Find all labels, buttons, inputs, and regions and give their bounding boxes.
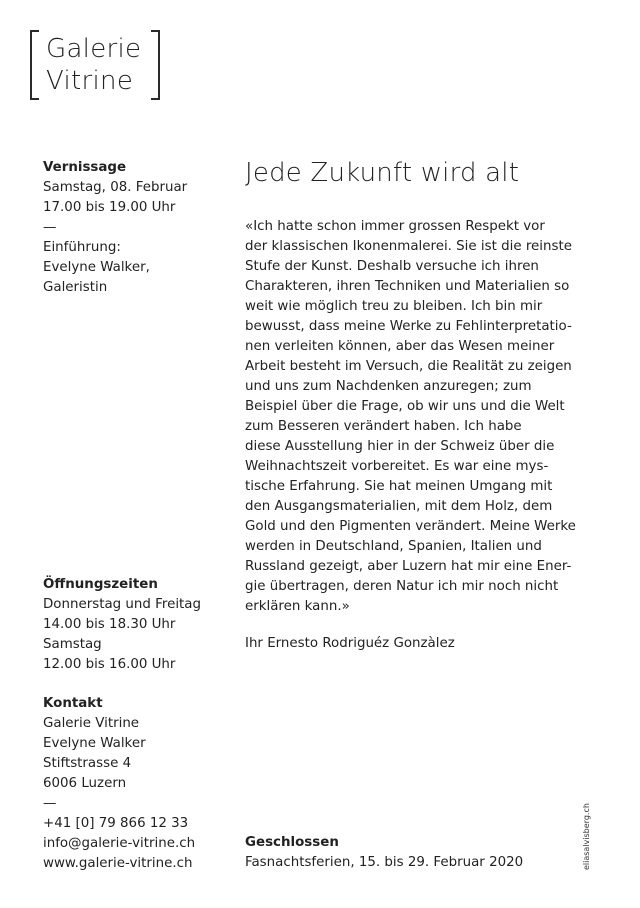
quote-line: und uns zum Nachdenken anzuregen; zum	[245, 379, 532, 394]
quote-line: gie übertragen, deren Natur ich mir noch nicht	[245, 579, 559, 594]
quote-line: den Ausgangsmaterialien, mit dem Holz, dem	[245, 499, 553, 514]
quote-line: Russland gezeigt, aber Luzern hat mir eine Ener-	[245, 559, 572, 574]
gallery-logo	[30, 30, 160, 102]
contact-divider: —	[43, 796, 57, 811]
intro-label: Einführung:	[43, 240, 121, 255]
hours-time-1: 14.00 bis 18.30 Uhr	[43, 617, 176, 632]
contact-street: Stiftstrasse 4	[43, 756, 132, 771]
logo-line-2: Vitrine	[46, 66, 134, 96]
quote-line: werden in Deutschland, Spanien, Italien und	[245, 539, 542, 554]
vernissage-heading: Vernissage	[43, 160, 127, 175]
quote-line: Charakteren, ihren Techniken und Materialien so	[245, 279, 570, 294]
logo-left-bracket	[30, 30, 39, 100]
vernissage-date: Samstag, 08. Februar	[43, 180, 188, 195]
quote-line: bewusst, dass meine Werke zu Fehlinterpretatio-	[245, 319, 572, 334]
quote-line: Weihnachtszeit vorbereitet. Es war eine mys-	[245, 459, 549, 474]
vernissage-time: 17.00 bis 19.00 Uhr	[43, 200, 176, 215]
quote-line: erklären kann.»	[245, 599, 350, 614]
contact-heading: Kontakt	[43, 696, 103, 711]
quote-line: Stufe der Kunst. Deshalb versuche ich ihren	[245, 259, 539, 274]
logo-right-bracket	[151, 30, 160, 100]
quote-line: tische Erfahrung. Sie hat meinen Umgang mit	[245, 479, 553, 494]
hours-days-2: Samstag	[43, 637, 102, 652]
contact-phone[interactable]: +41 [0] 79 866 12 33	[43, 816, 189, 831]
quote-line: Beispiel über die Frage, ob wir uns und die Welt	[245, 399, 565, 414]
quote-signature: Ihr Ernesto Rodriguéz Gonzàlez	[245, 636, 455, 651]
closed-notice	[245, 833, 523, 873]
hours-heading: Öffnungszeiten	[43, 577, 158, 592]
quote-line: Arbeit besteht im Versuch, die Realität zu zeigen	[245, 359, 572, 374]
quote-line: Gold und den Pigmenten verändert. Meine Werke	[245, 519, 576, 534]
contact-website-link[interactable]: www.galerie-vitrine.ch	[43, 856, 193, 871]
hours-days-1: Donnerstag und Freitag	[43, 597, 201, 612]
hours-time-2: 12.00 bis 16.00 Uhr	[43, 657, 176, 672]
logo-line-1: Galerie	[46, 34, 142, 64]
artist-quote	[245, 217, 605, 617]
contact-name: Galerie Vitrine	[43, 716, 140, 731]
closed-heading: Geschlossen	[245, 835, 339, 850]
quote-line: weit wie möglich treu zu bleiben. Ich bin mir	[245, 299, 543, 314]
closed-text: Fasnachtsferien, 15. bis 29. Februar 2020	[245, 855, 524, 870]
quote-line: nen verleiten können, aber das Wesen meiner	[245, 339, 555, 354]
page-title: Jede Zukunft wird alt	[245, 158, 520, 188]
designer-credit: eliasalvisberg.ch	[582, 803, 591, 870]
quote-line: zum Besseren verändert haben. Ich habe	[245, 419, 522, 434]
contact-person: Evelyne Walker	[43, 736, 146, 751]
contact-city: 6006 Luzern	[43, 776, 127, 791]
quote-line: der klassischen Ikonenmalerei. Sie ist die reinste	[245, 239, 572, 254]
vernissage-divider: —	[43, 220, 57, 235]
intro-name: Evelyne Walker,	[43, 260, 150, 275]
quote-line: diese Ausstellung hier in der Schweiz über die	[245, 439, 555, 454]
contact-block	[43, 694, 223, 874]
intro-role: Galeristin	[43, 280, 108, 295]
vernissage-block	[43, 158, 223, 298]
quote-line: «Ich hatte schon immer grossen Respekt vor	[245, 219, 545, 234]
contact-email-link[interactable]: info@galerie-vitrine.ch	[43, 836, 196, 851]
opening-hours-block	[43, 575, 223, 675]
